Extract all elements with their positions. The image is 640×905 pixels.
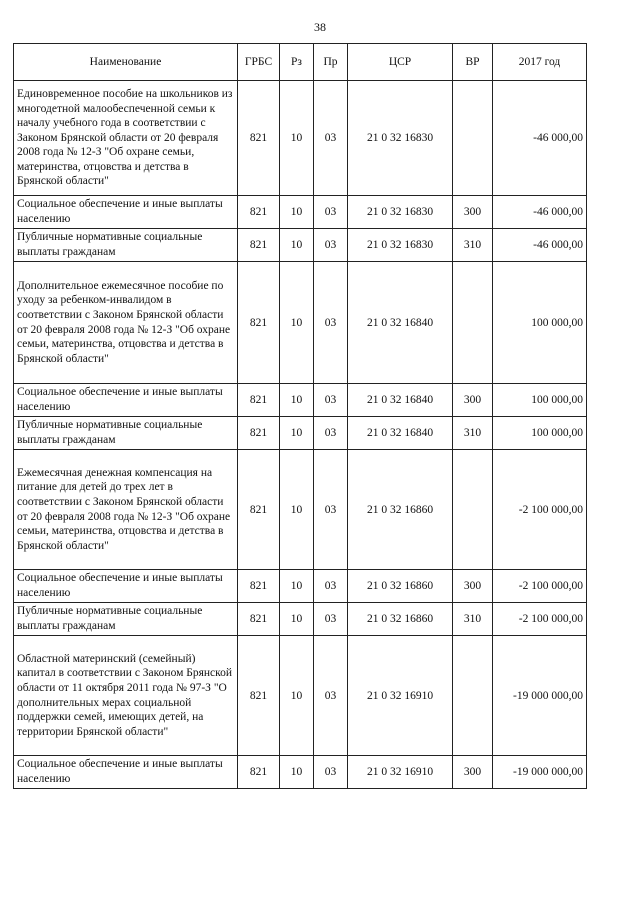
row-vr: 300 [453, 756, 493, 789]
row-rz: 10 [280, 417, 314, 450]
row-amount: -19 000 000,00 [493, 636, 587, 756]
row-vr: 300 [453, 570, 493, 603]
table-row [14, 603, 587, 636]
row-grbs: 821 [238, 229, 280, 262]
row-name: Областной материнский (семейный) капитал в соответствии с Законом Брянской области от 11 октября 2011 года № 97-З "О дополнительных мерах социальной поддержки семей, имеющих детей, на территории Брянской области" [14, 636, 238, 756]
row-rz: 10 [280, 262, 314, 384]
row-rz: 10 [280, 636, 314, 756]
table-row [14, 262, 587, 384]
header-pr: Пр [314, 44, 348, 81]
row-csr: 21 0 32 16830 [348, 81, 453, 196]
header-vr: ВР [453, 44, 493, 81]
row-grbs: 821 [238, 262, 280, 384]
row-name: Публичные нормативные социальные выплаты гражданам [14, 417, 238, 450]
budget-table [13, 43, 587, 789]
row-vr [453, 81, 493, 196]
header-rz: Рз [280, 44, 314, 81]
row-rz: 10 [280, 229, 314, 262]
row-vr [453, 450, 493, 570]
row-pr: 03 [314, 636, 348, 756]
row-csr: 21 0 32 16830 [348, 196, 453, 229]
row-vr: 300 [453, 196, 493, 229]
row-pr: 03 [314, 756, 348, 789]
row-name: Социальное обеспечение и иные выплаты населению [14, 570, 238, 603]
row-amount: 100 000,00 [493, 262, 587, 384]
row-rz: 10 [280, 450, 314, 570]
row-grbs: 821 [238, 756, 280, 789]
row-grbs: 821 [238, 417, 280, 450]
row-csr: 21 0 32 16910 [348, 636, 453, 756]
row-amount: -46 000,00 [493, 196, 587, 229]
row-pr: 03 [314, 603, 348, 636]
row-vr: 310 [453, 603, 493, 636]
row-rz: 10 [280, 603, 314, 636]
row-amount: -2 100 000,00 [493, 603, 587, 636]
row-csr: 21 0 32 16860 [348, 570, 453, 603]
row-grbs: 821 [238, 603, 280, 636]
header-year: 2017 год [493, 44, 587, 81]
row-pr: 03 [314, 450, 348, 570]
row-vr: 310 [453, 229, 493, 262]
row-amount: -19 000 000,00 [493, 756, 587, 789]
table-row [14, 229, 587, 262]
row-name: Ежемесячная денежная компенсация на питание для детей до трех лет в соответствии с Законом Брянской области от 20 февраля 2008 года № 12-З "Об охране семьи, материнства, отцовства и детства в Брянской области" [14, 450, 238, 570]
row-pr: 03 [314, 417, 348, 450]
row-csr: 21 0 32 16860 [348, 603, 453, 636]
table-row [14, 417, 587, 450]
row-name: Социальное обеспечение и иные выплаты населению [14, 384, 238, 417]
row-vr: 300 [453, 384, 493, 417]
row-name: Публичные нормативные социальные выплаты гражданам [14, 229, 238, 262]
row-pr: 03 [314, 384, 348, 417]
row-csr: 21 0 32 16860 [348, 450, 453, 570]
row-name: Социальное обеспечение и иные выплаты населению [14, 196, 238, 229]
row-amount: -2 100 000,00 [493, 450, 587, 570]
row-amount: -46 000,00 [493, 229, 587, 262]
table-header-row [14, 44, 587, 81]
page-number: 38 [314, 20, 326, 34]
row-grbs: 821 [238, 384, 280, 417]
row-grbs: 821 [238, 636, 280, 756]
header-csr: ЦСР [348, 44, 453, 81]
row-rz: 10 [280, 756, 314, 789]
row-vr: 310 [453, 417, 493, 450]
row-amount: -46 000,00 [493, 81, 587, 196]
row-rz: 10 [280, 384, 314, 417]
row-rz: 10 [280, 196, 314, 229]
row-grbs: 821 [238, 81, 280, 196]
table-row [14, 196, 587, 229]
row-vr [453, 262, 493, 384]
row-rz: 10 [280, 570, 314, 603]
row-name: Публичные нормативные социальные выплаты гражданам [14, 603, 238, 636]
row-amount: 100 000,00 [493, 384, 587, 417]
table-row [14, 450, 587, 570]
row-csr: 21 0 32 16840 [348, 262, 453, 384]
row-csr: 21 0 32 16840 [348, 417, 453, 450]
row-grbs: 821 [238, 450, 280, 570]
row-pr: 03 [314, 196, 348, 229]
table-row [14, 81, 587, 196]
header-name: Наименование [14, 44, 238, 81]
row-pr: 03 [314, 570, 348, 603]
row-grbs: 821 [238, 570, 280, 603]
row-pr: 03 [314, 229, 348, 262]
table-row [14, 636, 587, 756]
row-csr: 21 0 32 16840 [348, 384, 453, 417]
table-row [14, 570, 587, 603]
row-name: Социальное обеспечение и иные выплаты населению [14, 756, 238, 789]
row-name: Единовременное пособие на школьников из многодетной малообеспеченной семьи к началу учебного года в соответствии с Законом Брянской области от 20 февраля 2008 года № 12-З "Об охране семьи, материнства, отцовства и детства в Брянской области" [14, 81, 238, 196]
row-rz: 10 [280, 81, 314, 196]
header-grbs: ГРБС [238, 44, 280, 81]
row-pr: 03 [314, 81, 348, 196]
row-csr: 21 0 32 16910 [348, 756, 453, 789]
table-row [14, 384, 587, 417]
row-pr: 03 [314, 262, 348, 384]
row-csr: 21 0 32 16830 [348, 229, 453, 262]
table-row [14, 756, 587, 789]
row-vr [453, 636, 493, 756]
row-amount: -2 100 000,00 [493, 570, 587, 603]
row-amount: 100 000,00 [493, 417, 587, 450]
row-grbs: 821 [238, 196, 280, 229]
row-name: Дополнительное ежемесячное пособие по уходу за ребенком-инвалидом в соответствии с Законом Брянской области от 20 февраля 2008 года № 12-З "Об охране семьи, материнства, отцовства и детства в Брянской области" [14, 262, 238, 384]
